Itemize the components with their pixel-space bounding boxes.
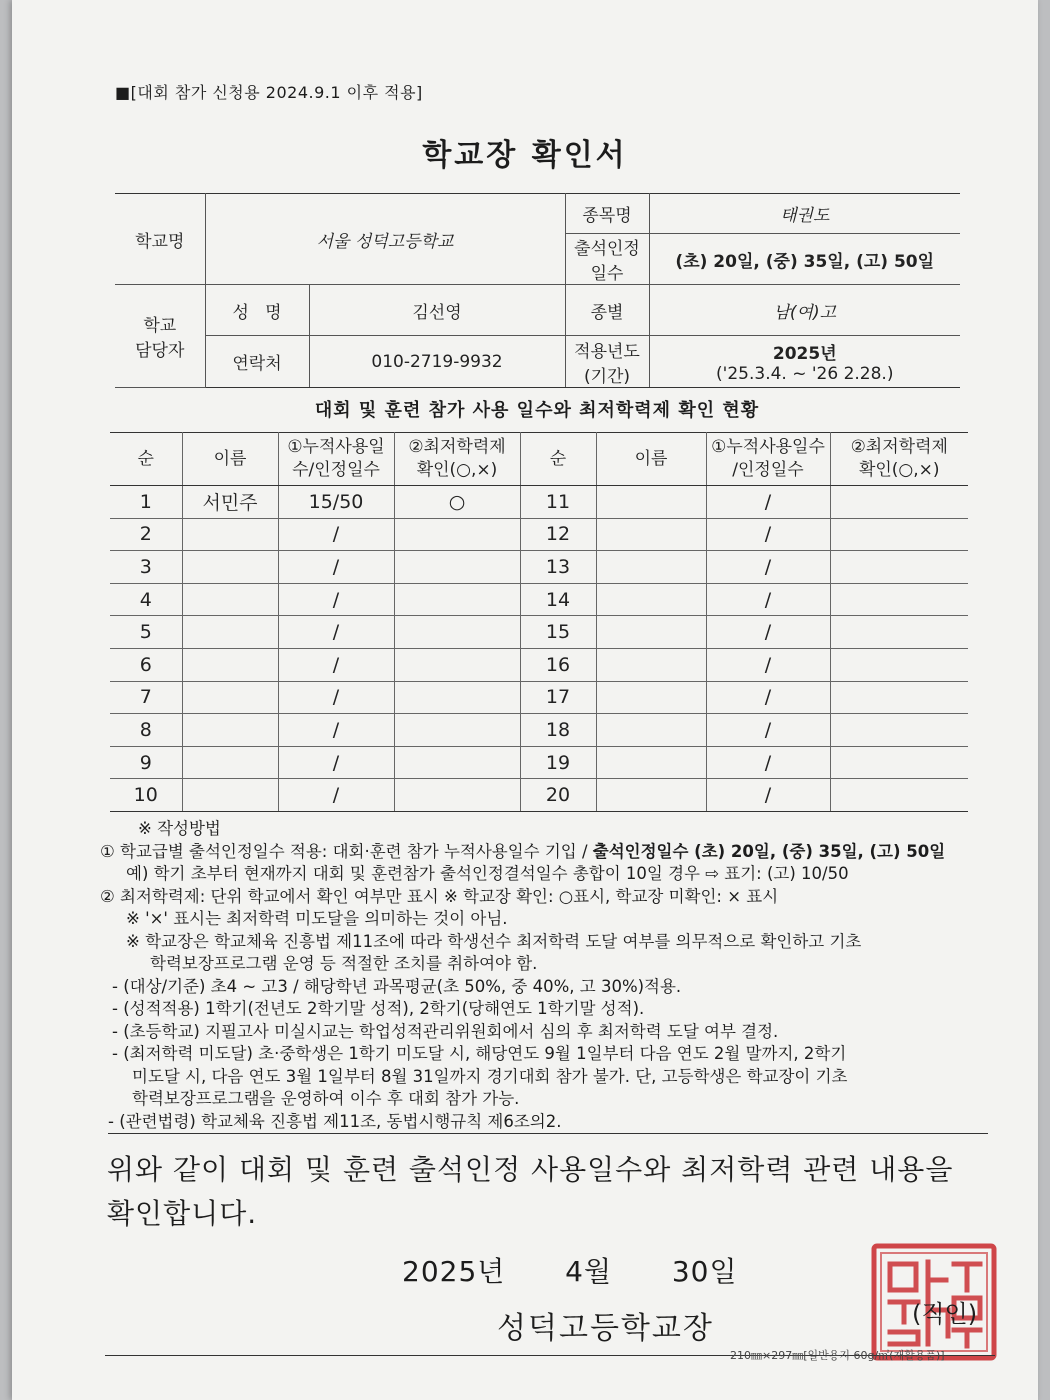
row-days-right: /: [706, 681, 830, 714]
list-row: [110, 779, 968, 812]
col-header-check-line1: ②최저학력제: [408, 437, 506, 457]
date-month: 4월: [565, 1255, 612, 1288]
row-num-right: 11: [520, 486, 596, 519]
sport-label: 종목명: [565, 194, 649, 234]
sport-value: 태권도: [649, 194, 960, 234]
row-check-left: [394, 616, 520, 649]
manager-label: [115, 285, 205, 388]
row-check-left: [394, 518, 520, 551]
contact-value: 010-2719-9932: [309, 336, 565, 388]
guide-item-2-note: ※ '×' 표시는 최저학력 미도달을 의미하는 것이 아님.: [126, 909, 508, 928]
row-check-right: [830, 486, 968, 519]
col-header-num-right: 순: [520, 433, 596, 486]
col-header-check-line2: 확인(○,×): [416, 460, 498, 480]
row-num-left: 2: [110, 518, 182, 551]
confirmation-line1: 위와 같이 대회 및 훈련 출석인정 사용일수와 최저학력 관련 내용을: [107, 1153, 954, 1186]
row-days-left: /: [278, 583, 394, 616]
row-num-right: 16: [520, 648, 596, 681]
row-check-left: [394, 714, 520, 747]
year-value: 2025년: [772, 344, 837, 364]
seal-note: (직인): [912, 1300, 978, 1328]
student-list-table: [110, 432, 968, 812]
confirmation-statement: [107, 1148, 987, 1236]
row-days-left: /: [278, 746, 394, 779]
row-check-left: [394, 779, 520, 812]
school-label: 학교명: [115, 194, 205, 285]
gender-label: 종별: [565, 285, 649, 336]
guide-item-1: [100, 841, 990, 864]
row-days-left: /: [278, 551, 394, 584]
school-value: 서울 성덕고등학교: [205, 194, 565, 285]
col-header-check: [394, 433, 520, 486]
row-num-right: 12: [520, 518, 596, 551]
detail-below-min-line1: - (최저학력 미도달) 초·중학생은 1학기 미도달 시, 해당연도 9월 1일부터 다음 연도 2월 말까지, 2학기: [112, 1044, 847, 1063]
row-name-right: [596, 648, 706, 681]
row-num-right: 14: [520, 583, 596, 616]
row-check-right: [830, 681, 968, 714]
row-days-right: /: [706, 583, 830, 616]
row-num-left: 6: [110, 648, 182, 681]
col-header-name: 이름: [182, 433, 278, 486]
row-check-right: [830, 746, 968, 779]
row-num-left: 9: [110, 746, 182, 779]
row-check-right: [830, 583, 968, 616]
manager-label-line2: 담당자: [135, 341, 185, 361]
row-num-left: 3: [110, 551, 182, 584]
detail-elementary: - (초등학교) 지필고사 미실시교는 학업성적관리위원회에서 심의 후 최저학력 도달 여부 결정.: [112, 1021, 779, 1041]
detail-law: - (관련법령) 학교체육 진흥법 제11조, 동법시행규칙 제6조의2.: [108, 1111, 562, 1131]
row-num-left: 7: [110, 681, 182, 714]
detail-below-min-line2: 미도달 시, 다음 연도 3월 1일부터 8월 31일까지 경기대회 참가 불가. 단, 고등학생은 학교장이 기초: [132, 1066, 848, 1086]
row-name-right: [596, 714, 706, 747]
row-check-left: [394, 648, 520, 681]
row-check-left: [394, 551, 520, 584]
row-name-right: [596, 681, 706, 714]
row-days-right: /: [706, 648, 830, 681]
row-check-right: [830, 648, 968, 681]
manager-label-line1: 학교: [143, 316, 177, 336]
year-label: [565, 336, 649, 388]
row-name-left: [182, 648, 278, 681]
row-num-left: 4: [110, 583, 182, 616]
attend-days-value: (초) 20일, (중) 35일, (고) 50일: [649, 234, 960, 285]
row-check-right: [830, 714, 968, 747]
list-row: [110, 583, 968, 616]
list-row: [110, 746, 968, 779]
row-days-right: /: [706, 486, 830, 519]
col-header-days: [278, 433, 394, 486]
name-value: 김선영: [309, 285, 565, 336]
contact-label: 연락처: [205, 336, 309, 388]
row-num-right: 19: [520, 746, 596, 779]
row-name-left: 서민주: [182, 486, 278, 519]
attend-days-label: [565, 234, 649, 285]
row-days-left: /: [278, 714, 394, 747]
row-days-right: /: [706, 518, 830, 551]
period-value: ('25.3.4. ~ '26 2.28.): [716, 364, 894, 384]
row-check-right: [830, 518, 968, 551]
guide-item-2-law-line2: 학력보장프로그램 운영 등 적절한 조치를 취하여야 함.: [150, 954, 538, 973]
year-value-cell: [649, 336, 960, 388]
guide-heading: ※ 작성방법: [138, 819, 221, 838]
guide-item-2: ② 최저학력제: 단위 학교에서 확인 여부만 표시 ※ 학교장 확인: ○표시, 학교장 미확인: × 표시: [100, 886, 779, 906]
paper-spec: 210㎜×297㎜[일반용지 60g/㎡(재활용품)]: [730, 1349, 945, 1362]
divider-top: [108, 1133, 988, 1134]
list-row: [110, 714, 968, 747]
attend-days-label-line1: 출석인정: [574, 239, 640, 259]
list-row: [110, 551, 968, 584]
section-title: 대회 및 훈련 참가 사용 일수와 최저학력제 확인 현황: [314, 400, 760, 421]
row-num-right: 18: [520, 714, 596, 747]
col-header-check-right-line1: ②최저학력제: [850, 437, 948, 457]
row-name-right: [596, 551, 706, 584]
year-label-line1: 적용년도: [574, 341, 640, 362]
row-check-right: [830, 616, 968, 649]
row-days-left: /: [278, 681, 394, 714]
col-header-days-right: [706, 433, 830, 486]
row-name-left: [182, 518, 278, 551]
row-name-right: [596, 583, 706, 616]
col-header-days-line2: 수/인정일수: [292, 460, 380, 480]
form-usage-tag: ■[대회 참가 신청용 2024.9.1 이후 적용]: [115, 83, 423, 102]
row-days-right: /: [706, 714, 830, 747]
row-days-right: /: [706, 616, 830, 649]
row-check-right: [830, 551, 968, 584]
row-name-left: [182, 583, 278, 616]
principal-name: 성덕고등학교장: [497, 1311, 714, 1346]
row-days-right: /: [706, 551, 830, 584]
row-num-right: 17: [520, 681, 596, 714]
row-days-left: /: [278, 779, 394, 812]
list-row: [110, 518, 968, 551]
row-check-right: [830, 779, 968, 812]
row-days-left: 15/50: [278, 486, 394, 519]
row-name-left: [182, 681, 278, 714]
guide-item-1-bold: 출석인정일수 (초) 20일, (중) 35일, (고) 50일: [592, 841, 946, 861]
list-row: [110, 486, 968, 519]
col-header-days-line1: ①누적사용일: [287, 437, 385, 457]
col-header-check-right-line2: 확인(○,×): [858, 460, 940, 480]
row-name-left: [182, 779, 278, 812]
list-row: [110, 616, 968, 649]
list-row: [110, 648, 968, 681]
row-check-left: ○: [394, 486, 520, 519]
guide-item-1-example: 예) 학기 초부터 현재까지 대회 및 훈련참가 출석인정결석일수 총합이 10일 경우 ⇨ 표기: (고) 10/50: [126, 864, 849, 883]
year-label-line2: (기간): [583, 366, 631, 387]
row-num-left: 5: [110, 616, 182, 649]
confirmation-line2: 확인합니다.: [107, 1197, 258, 1230]
row-days-left: /: [278, 648, 394, 681]
date-year: 2025년: [402, 1255, 506, 1288]
row-num-left: 10: [110, 779, 182, 812]
row-num-left: 1: [110, 486, 182, 519]
info-table: [115, 193, 960, 388]
writing-guide: [100, 818, 990, 1133]
row-name-right: [596, 746, 706, 779]
list-row: [110, 681, 968, 714]
row-days-left: /: [278, 518, 394, 551]
row-name-left: [182, 551, 278, 584]
col-header-check-right: [830, 433, 968, 486]
row-name-right: [596, 616, 706, 649]
row-name-left: [182, 616, 278, 649]
date-day: 30일: [671, 1255, 738, 1288]
row-num-left: 8: [110, 714, 182, 747]
row-days-right: /: [706, 779, 830, 812]
row-days-left: /: [278, 616, 394, 649]
row-num-right: 15: [520, 616, 596, 649]
row-check-left: [394, 583, 520, 616]
row-num-right: 20: [520, 779, 596, 812]
detail-grade-period: - (성적적용) 1학기(전년도 2학기말 성적), 2학기(당해연도 1학기말 성적).: [112, 999, 645, 1018]
row-name-left: [182, 746, 278, 779]
row-num-right: 13: [520, 551, 596, 584]
detail-target: - (대상/기준) 초4 ~ 고3 / 해당학년 과목평균(초 50%, 중 40%, 고 30%)적용.: [112, 976, 682, 996]
row-name-left: [182, 714, 278, 747]
row-name-right: [596, 486, 706, 519]
guide-item-2-law-line1: ※ 학교장은 학교체육 진흥법 제11조에 따라 학생선수 최저학력 도달 여부를 의무적으로 확인하고 기초: [126, 931, 862, 951]
attend-days-label-line2: 일수: [590, 264, 624, 284]
row-check-left: [394, 681, 520, 714]
detail-below-min-line3: 학력보장프로그램을 운영하여 이수 후 대회 참가 가능.: [132, 1089, 520, 1108]
row-days-right: /: [706, 746, 830, 779]
row-name-right: [596, 518, 706, 551]
name-label: 성 명: [205, 285, 309, 336]
col-header-days-right-line1: ①누적사용일수: [711, 437, 825, 457]
document-paper: [12, 0, 1038, 1400]
signing-date: [402, 1250, 738, 1290]
row-name-right: [596, 779, 706, 812]
gender-value: 남(여)고: [649, 285, 960, 336]
col-header-days-right-line2: /인정일수: [732, 460, 804, 480]
row-check-left: [394, 746, 520, 779]
col-header-name-right: 이름: [596, 433, 706, 486]
guide-item-1-text: ① 학교급별 출석인정일수 적용: 대회·훈련 참가 누적사용일수 기입 /: [100, 841, 593, 861]
col-header-num: 순: [110, 433, 182, 486]
document-title: 학교장 확인서: [422, 138, 628, 173]
